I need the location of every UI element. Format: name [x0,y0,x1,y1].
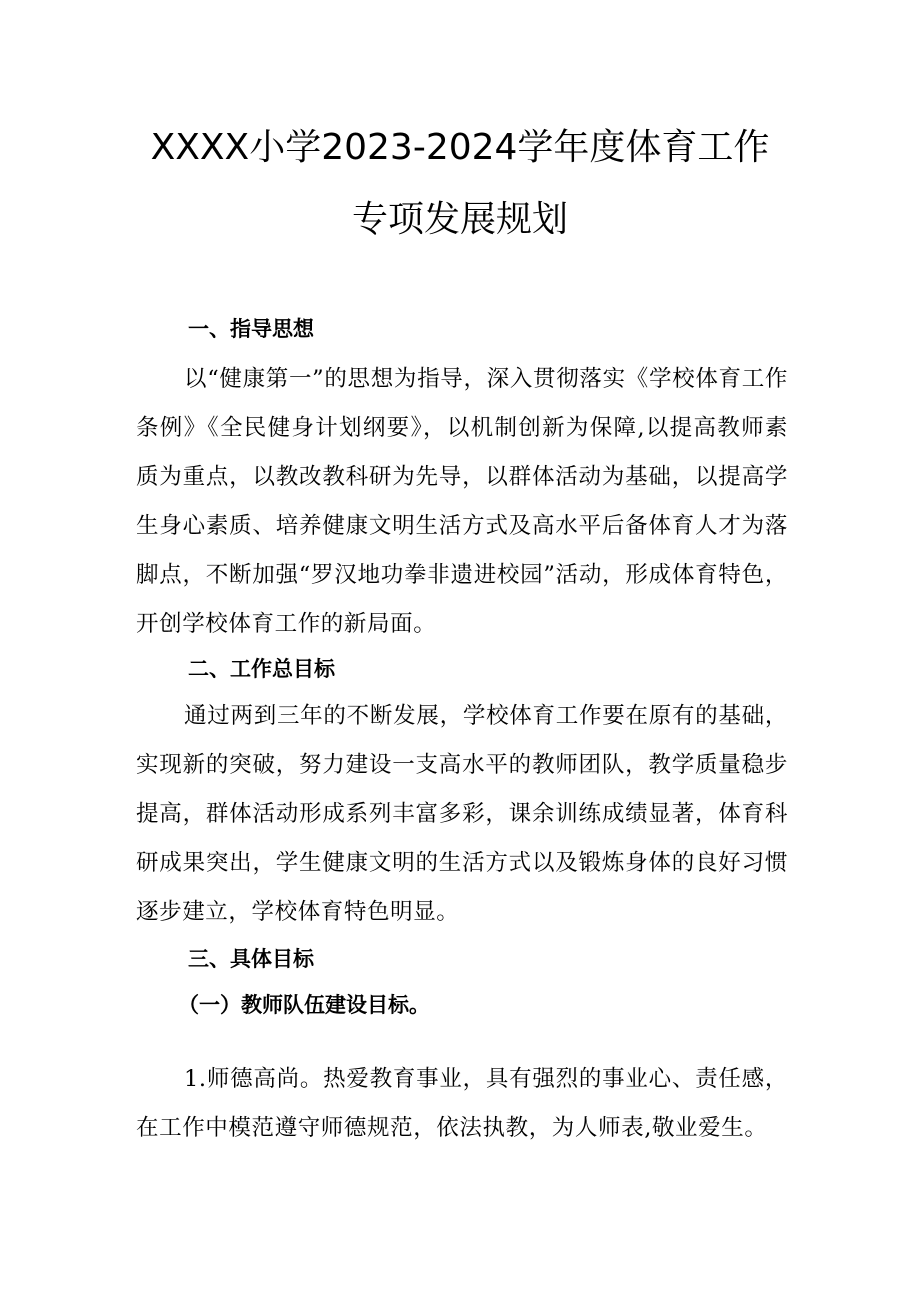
subsection-heading-teacher-team: （一）教师队伍建设目标。 [178,993,430,1017]
section-heading-guiding-ideology: 一、指导思想 [188,317,314,341]
section-paragraph-guiding-ideology: 以“健康第一”的思想为指导，深入贯彻落实《学校体育工作条例》《全民健身计划纲要》，以机制创新为保障,以提高教师素质为重点，以教改教科研为先导，以群体活动为基础，以提高学生身心素质、培养健康文明生活方式及高水平后备体育人才为落脚点，不断加强“罗汉地功拳非遗进校园”活动，形成体育特色，开创学校体育工作的新局面。 [136,366,788,637]
section-heading-specific-goals: 三、具体目标 [188,947,314,971]
subsection-paragraph-ethics: 1.师德高尚。热爱教育事业，具有强烈的事业心、责任感，在工作中模范遵守师德规范，依法执教，为人师表,敬业爱生。 [136,1066,788,1141]
section-heading-overall-goal: 二、工作总目标 [188,657,335,681]
section-paragraph-overall-goal: 通过两到三年的不断发展，学校体育工作要在原有的基础，实现新的突破，努力建设一支高水平的教师团队，教学质量稳步提高，群体活动形成系列丰富多彩，课余训练成绩显著，体育科研成果突出，学生健康文明的生活方式以及锻炼身体的良好习惯逐步建立，学校体育特色明显。 [136,703,788,925]
document-title-line2: 专项发展规划 [351,199,568,240]
document-title-line1: XXXX小学2023-2024学年度体育工作 [150,127,770,168]
